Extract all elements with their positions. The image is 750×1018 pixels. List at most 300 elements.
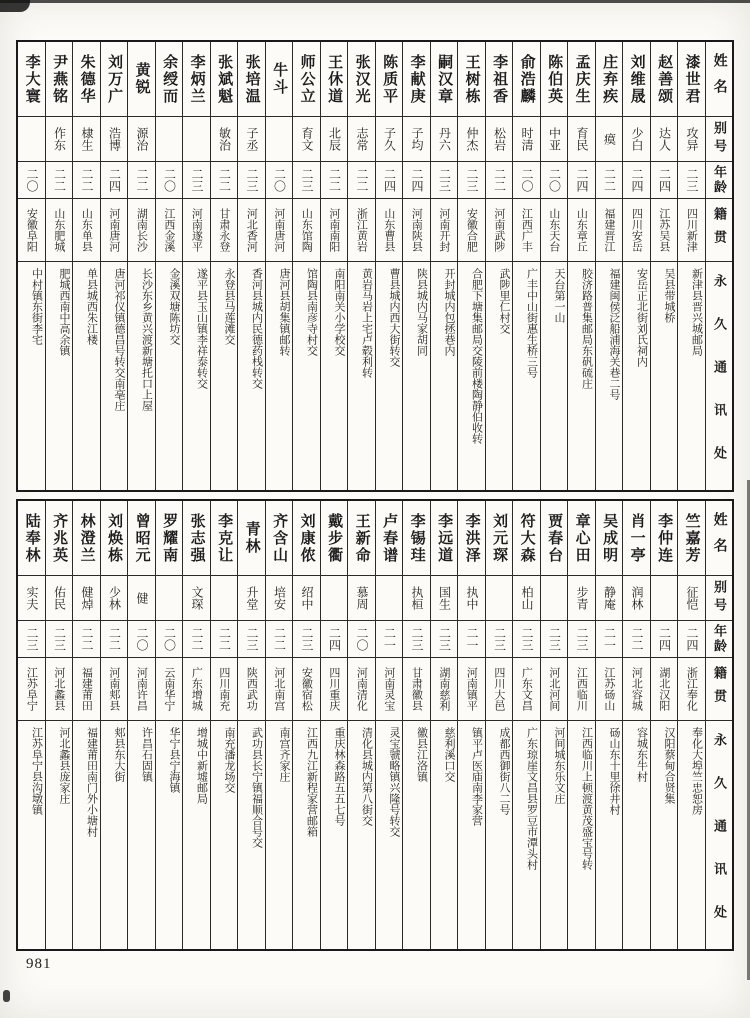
person-address: 武陟里仁村交 — [498, 268, 510, 334]
person-name: 刘万广 — [101, 42, 128, 117]
person-address: 金溪双塘陈坊交 — [168, 268, 180, 345]
person-column — [155, 501, 183, 949]
person-native-place: 四川大邑 — [486, 658, 513, 721]
person-alias: 执中 — [458, 576, 485, 621]
person-age: 二一 — [596, 621, 623, 658]
person-native-place: 四川新津 — [678, 199, 705, 262]
person-column — [292, 42, 320, 490]
person-age: 二三 — [431, 621, 458, 658]
person-age: 二三 — [541, 621, 568, 658]
person-age: 二三 — [458, 162, 485, 199]
person-address: 福建莆田南门外小塘村 — [85, 727, 98, 837]
person-alias: 子均 — [403, 117, 430, 162]
person-address: 广东琼崖文昌县罗豆市潭头村 — [525, 727, 538, 870]
person-age: 二二 — [623, 621, 650, 658]
person-column — [650, 501, 678, 949]
scan-artifact-top-left — [0, 0, 30, 12]
person-age: 二二 — [73, 621, 100, 658]
person-native-place: 江西广丰 — [513, 199, 540, 262]
person-name: 林澄兰 — [73, 501, 100, 576]
person-age: 二四 — [623, 162, 650, 199]
person-address: 吴县带城桥 — [663, 268, 675, 323]
person-name: 张志强 — [183, 501, 210, 576]
person-name: 漆世君 — [678, 42, 705, 117]
person-age: 二三 — [46, 621, 73, 658]
person-address: 河北蠡县庞家庄 — [58, 727, 70, 804]
person-alias: 敏治 — [211, 117, 238, 162]
person-age: 二二 — [596, 162, 623, 199]
person-address: 安岳正北街刘氏祠内 — [635, 268, 648, 367]
person-name: 卢春谱 — [376, 501, 403, 576]
person-column — [512, 42, 540, 490]
person-address: 南宫齐家庄 — [278, 727, 290, 782]
person-age: 二二 — [266, 621, 293, 658]
person-native-place: 广东文昌 — [513, 658, 540, 721]
person-native-place: 河南镇平 — [458, 658, 485, 721]
person-alias: 健 — [128, 576, 155, 621]
person-alias: 子丞 — [238, 117, 265, 162]
person-alias: 育民 — [568, 117, 595, 162]
person-native-place: 山东曹县 — [376, 199, 403, 262]
person-alias — [183, 117, 210, 162]
person-name: 肖一亭 — [623, 501, 650, 576]
person-alias: 源治 — [128, 117, 155, 162]
person-native-place: 山东馆陶 — [293, 199, 320, 262]
person-native-place: 河北蠡县 — [46, 658, 73, 721]
person-alias: 文琛 — [183, 576, 210, 621]
person-address: 武功县长宁镇福顺合号交 — [250, 727, 263, 848]
person-alias: 静庵 — [596, 576, 623, 621]
person-alias: 作东 — [46, 117, 73, 162]
person-age: 二三 — [513, 621, 540, 658]
header-name-label: 姓名 — [706, 42, 733, 117]
person-name: 贾春台 — [541, 501, 568, 576]
person-alias — [156, 117, 183, 162]
person-address: 奉化大埠竺忠恕房 — [690, 727, 703, 815]
person-name: 黄锐 — [128, 42, 155, 117]
person-name: 符大森 — [513, 501, 540, 576]
person-name: 张培温 — [238, 42, 265, 117]
person-native-place: 山东天台 — [541, 199, 568, 262]
person-column — [567, 501, 595, 949]
person-column — [210, 501, 238, 949]
person-address: 河间城东乐文庄 — [553, 727, 565, 804]
person-column — [650, 42, 678, 490]
directory-table-top — [16, 40, 734, 492]
person-name: 曾昭元 — [128, 501, 155, 576]
person-native-place: 河北容城 — [623, 658, 650, 721]
person-address: 长沙东乡黄兴渡新塘托口上屋 — [140, 268, 153, 411]
person-name: 李祖香 — [486, 42, 513, 117]
person-age: 二二 — [211, 621, 238, 658]
person-name: 刘元琛 — [486, 501, 513, 576]
person-address: 陕县城内马家胡同 — [415, 268, 428, 356]
person-native-place: 河北河间 — [541, 658, 568, 721]
person-native-place: 河南南阳 — [321, 199, 348, 262]
person-age: 二〇 — [156, 162, 183, 199]
person-address: 增城中新墟邮局 — [195, 727, 208, 804]
person-alias: 少白 — [623, 117, 650, 162]
person-column — [155, 42, 183, 490]
person-column — [100, 501, 128, 949]
person-address: 广丰中山街惠生桥三号 — [525, 268, 538, 378]
person-native-place: 江苏阜宁 — [18, 658, 45, 721]
person-address: 合肥下塘集邮局交陵前楼陶静伯收转 — [470, 268, 483, 444]
person-native-place: 湖南慈利 — [431, 658, 458, 721]
person-age: 二二 — [46, 162, 73, 199]
person-name: 青林 — [238, 501, 265, 576]
person-column — [18, 42, 45, 490]
person-name: 李大寰 — [18, 42, 45, 117]
person-address: 曹县城内西大街转交 — [388, 268, 400, 367]
person-age: 二二 — [183, 621, 210, 658]
person-age: 二四 — [651, 621, 678, 658]
person-alias: 柏山 — [513, 576, 540, 621]
person-name: 刘焕栋 — [101, 501, 128, 576]
person-column — [182, 42, 210, 490]
person-address: 黄岩马岩上宅卢毂利转 — [360, 268, 373, 378]
person-address: 灵宝虢略镇兴隆号转交 — [388, 727, 400, 837]
person-address: 南充潘龙场交 — [223, 727, 235, 793]
person-native-place: 河南灵宝 — [376, 658, 403, 721]
person-name: 李锡珪 — [403, 501, 430, 576]
header-age-label: 年龄 — [706, 162, 733, 199]
person-age: 二四 — [376, 162, 403, 199]
person-age: 二四 — [321, 621, 348, 658]
person-address: 清化县城内第八街交 — [360, 727, 373, 826]
person-alias — [541, 576, 568, 621]
person-native-place: 山东单县 — [73, 199, 100, 262]
person-age: 二三 — [293, 621, 320, 658]
person-address: 江西临川上顿渡黄茂盛宝号转 — [580, 727, 593, 870]
person-address: 香河县城内民德药栈转交 — [250, 268, 263, 389]
person-native-place: 江苏砀山 — [596, 658, 623, 721]
person-column — [100, 42, 128, 490]
person-alias: 慕周 — [348, 576, 375, 621]
header-native-label: 籍贯 — [706, 199, 733, 262]
person-column — [677, 42, 705, 490]
person-column — [45, 42, 73, 490]
person-native-place: 广东增城 — [183, 658, 210, 721]
person-column — [512, 501, 540, 949]
person-alias: 北辰 — [321, 117, 348, 162]
person-alias: 步青 — [568, 576, 595, 621]
person-alias: 松岩 — [486, 117, 513, 162]
person-alias: 培安 — [266, 576, 293, 621]
person-name: 师公立 — [293, 42, 320, 117]
person-alias: 达人 — [651, 117, 678, 162]
person-age: 二四 — [678, 621, 705, 658]
person-age: 二四 — [101, 162, 128, 199]
person-native-place: 浙江奉化 — [678, 658, 705, 721]
person-address: 馆陶县南彦寺村交 — [305, 268, 318, 356]
header-column — [705, 501, 733, 949]
person-column — [265, 501, 293, 949]
person-address: 镇平卢医庙南李家营 — [470, 727, 483, 826]
person-column — [485, 42, 513, 490]
person-name: 张斌魁 — [211, 42, 238, 117]
person-native-place: 甘肃徽县 — [403, 658, 430, 721]
person-age: 二三 — [238, 162, 265, 199]
person-native-place: 河南唐河 — [266, 199, 293, 262]
person-name: 李远道 — [431, 501, 458, 576]
person-alias — [376, 576, 403, 621]
header-name-label: 姓名 — [706, 501, 733, 576]
person-address: 胶济路普集邮局东矾硫庄 — [580, 268, 593, 389]
person-address: 容城东牛村 — [635, 727, 648, 782]
person-address: 遂平县玉山镇李祥泰转交 — [195, 268, 208, 389]
person-age: 二三 — [431, 162, 458, 199]
person-alias — [321, 576, 348, 621]
person-age: 二一 — [458, 621, 485, 658]
person-alias: 棣生 — [73, 117, 100, 162]
person-address: 许昌石固镇 — [140, 727, 153, 782]
person-address: 南阳南关小学校交 — [333, 268, 345, 356]
person-address: 华宁县宁海镇 — [168, 727, 180, 793]
person-column — [567, 42, 595, 490]
directory-table-bottom — [16, 499, 734, 951]
person-name: 陈伯英 — [541, 42, 568, 117]
person-column — [72, 501, 100, 949]
person-column — [237, 501, 265, 949]
person-alias: 育文 — [293, 117, 320, 162]
person-native-place: 江西金溪 — [156, 199, 183, 262]
person-native-place: 安徽合肥 — [458, 199, 485, 262]
person-alias: 丹六 — [431, 117, 458, 162]
person-column — [540, 42, 568, 490]
person-age: 二二 — [128, 162, 155, 199]
person-column — [457, 42, 485, 490]
person-age: 二二 — [211, 162, 238, 199]
person-column — [45, 501, 73, 949]
person-name: 朱德华 — [73, 42, 100, 117]
person-native-place: 福建晋江 — [596, 199, 623, 262]
person-native-place: 河南遂平 — [183, 199, 210, 262]
person-alias — [266, 117, 293, 162]
person-address: 江西九江新程家营邮箱 — [305, 727, 318, 837]
person-name: 齐含山 — [266, 501, 293, 576]
person-address: 福建闽侯泛船浦海关巷二号 — [608, 268, 620, 400]
person-column — [622, 42, 650, 490]
person-age: 二二 — [101, 621, 128, 658]
person-column — [347, 42, 375, 490]
person-column — [430, 42, 458, 490]
person-native-place: 江苏吴县 — [651, 199, 678, 262]
header-alias-label: 别号 — [706, 576, 733, 621]
person-column — [265, 42, 293, 490]
person-column — [677, 501, 705, 949]
person-column — [320, 42, 348, 490]
person-name: 刘康侬 — [293, 501, 320, 576]
header-native-label: 籍贯 — [706, 658, 733, 721]
person-native-place: 河南陕县 — [403, 199, 430, 262]
person-name: 陈质平 — [376, 42, 403, 117]
person-name: 张汉光 — [348, 42, 375, 117]
scan-artifact-bottom-speck — [3, 990, 10, 1002]
person-native-place: 安徽阜阳 — [18, 199, 45, 262]
person-age: 二〇 — [348, 621, 375, 658]
person-name: 罗耀南 — [156, 501, 183, 576]
person-native-place: 四川南充 — [211, 658, 238, 721]
person-native-place: 江西临川 — [568, 658, 595, 721]
person-age: 二四 — [651, 162, 678, 199]
person-name: 章心田 — [568, 501, 595, 576]
person-native-place: 山东章丘 — [568, 199, 595, 262]
person-native-place: 安徽宿松 — [293, 658, 320, 721]
person-name: 陆奉林 — [18, 501, 45, 576]
person-address: 永登县马莲滩交 — [223, 268, 235, 345]
person-name: 尹燕铭 — [46, 42, 73, 117]
person-name: 俞浩麟 — [513, 42, 540, 117]
header-column — [705, 42, 733, 490]
person-column — [375, 42, 403, 490]
person-column — [127, 501, 155, 949]
person-native-place: 河北南宫 — [266, 658, 293, 721]
person-native-place: 甘肃永登 — [211, 199, 238, 262]
person-name: 王新命 — [348, 501, 375, 576]
person-column — [347, 501, 375, 949]
person-address: 天台第一山 — [553, 268, 565, 323]
person-name: 孟庆生 — [568, 42, 595, 117]
person-column — [210, 42, 238, 490]
person-column — [402, 42, 430, 490]
person-alias: 中亚 — [541, 117, 568, 162]
person-column — [320, 501, 348, 949]
person-alias: 佑民 — [46, 576, 73, 621]
person-alias: 绍中 — [293, 576, 320, 621]
person-age: 二二 — [73, 162, 100, 199]
person-native-place: 河南清化 — [348, 658, 375, 721]
person-age: 二三 — [486, 621, 513, 658]
person-native-place: 陕西武功 — [238, 658, 265, 721]
person-name: 牛斗 — [266, 42, 293, 117]
person-address: 汉阳蔡甸合贤集 — [663, 727, 675, 804]
person-alias: 少林 — [101, 576, 128, 621]
person-age: 二四 — [403, 162, 430, 199]
person-age: 二〇 — [128, 621, 155, 658]
person-age: 二〇 — [18, 162, 45, 199]
person-name: 李献庚 — [403, 42, 430, 117]
person-name: 王休道 — [321, 42, 348, 117]
person-alias: 时清 — [513, 117, 540, 162]
person-address: 慈利溪口交 — [443, 727, 455, 782]
person-native-place: 山东肥城 — [46, 199, 73, 262]
person-age: 二二 — [348, 162, 375, 199]
header-alias-label: 别号 — [706, 117, 733, 162]
person-alias — [651, 576, 678, 621]
person-address: 肥城西南中高余镇 — [58, 268, 70, 356]
person-alias: 升堂 — [238, 576, 265, 621]
person-native-place: 河南许昌 — [128, 658, 155, 721]
person-native-place: 河北香河 — [238, 199, 265, 262]
person-alias: 健焯 — [73, 576, 100, 621]
person-name: 齐兆英 — [46, 501, 73, 576]
person-column — [595, 42, 623, 490]
person-column — [127, 42, 155, 490]
person-age: 二三 — [293, 162, 320, 199]
person-age: 二〇 — [156, 621, 183, 658]
person-address: 砀山东十里徐井村 — [608, 727, 620, 815]
person-column — [595, 501, 623, 949]
person-alias: 瘼 — [596, 117, 623, 162]
person-name: 余绶而 — [156, 42, 183, 117]
person-column — [292, 501, 320, 949]
person-alias: 征恺 — [678, 576, 705, 621]
person-column — [237, 42, 265, 490]
person-native-place: 河南武陟 — [486, 199, 513, 262]
person-age: 二一 — [376, 621, 403, 658]
person-name: 王树栋 — [458, 42, 485, 117]
header-address-label: 永久通讯处 — [712, 732, 728, 948]
person-age: 二二 — [486, 162, 513, 199]
person-age: 二三 — [678, 162, 705, 199]
person-name: 吴成明 — [596, 501, 623, 576]
person-alias — [211, 576, 238, 621]
person-name: 李洪泽 — [458, 501, 485, 576]
person-column — [375, 501, 403, 949]
person-address: 唐河县胡集镇邮转 — [278, 268, 290, 356]
person-name: 刘维晟 — [623, 42, 650, 117]
person-age: 二〇 — [541, 162, 568, 199]
person-column — [18, 501, 45, 949]
page-number: 981 — [26, 956, 52, 972]
person-alias: 执桓 — [403, 576, 430, 621]
person-age: 二三 — [568, 621, 595, 658]
person-column — [457, 501, 485, 949]
person-native-place: 湖南长沙 — [128, 199, 155, 262]
person-alias — [18, 117, 45, 162]
person-column — [72, 42, 100, 490]
person-alias: 浩博 — [101, 117, 128, 162]
person-native-place: 云南华宁 — [156, 658, 183, 721]
person-column — [485, 501, 513, 949]
person-name: 嗣汉章 — [431, 42, 458, 117]
person-native-place: 河南唐河 — [101, 199, 128, 262]
person-age: 二〇 — [513, 162, 540, 199]
person-address: 单县城西朱江楼 — [85, 268, 98, 345]
scan-artifact-top-edge — [0, 0, 750, 3]
person-address: 中村镇东街李宅 — [30, 268, 43, 345]
person-column — [540, 501, 568, 949]
person-name: 庄弃疾 — [596, 42, 623, 117]
person-column — [430, 501, 458, 949]
person-age: 二二 — [321, 162, 348, 199]
person-address: 重庆林森路五五七号 — [333, 727, 345, 826]
person-address: 江苏阜宁县沟墩镇 — [30, 727, 43, 815]
person-address: 开封城内包拯巷内 — [443, 268, 455, 356]
person-address: 郏县东大街 — [113, 727, 125, 782]
person-native-place: 湖北汉阳 — [651, 658, 678, 721]
person-name: 戴步衢 — [321, 501, 348, 576]
person-age: 二〇 — [266, 162, 293, 199]
person-alias: 子久 — [376, 117, 403, 162]
person-alias — [486, 576, 513, 621]
person-column — [402, 501, 430, 949]
header-age-label: 年龄 — [706, 621, 733, 658]
person-age: 二三 — [183, 162, 210, 199]
person-native-place: 河南郏县 — [101, 658, 128, 721]
person-alias: 润林 — [623, 576, 650, 621]
person-age: 二三 — [18, 621, 45, 658]
person-alias: 仲杰 — [458, 117, 485, 162]
person-age: 二三 — [238, 621, 265, 658]
person-native-place: 福建莆田 — [73, 658, 100, 721]
person-alias: 攻异 — [678, 117, 705, 162]
person-column — [622, 501, 650, 949]
person-native-place: 四川重庆 — [321, 658, 348, 721]
person-column — [182, 501, 210, 949]
person-alias: 志常 — [348, 117, 375, 162]
